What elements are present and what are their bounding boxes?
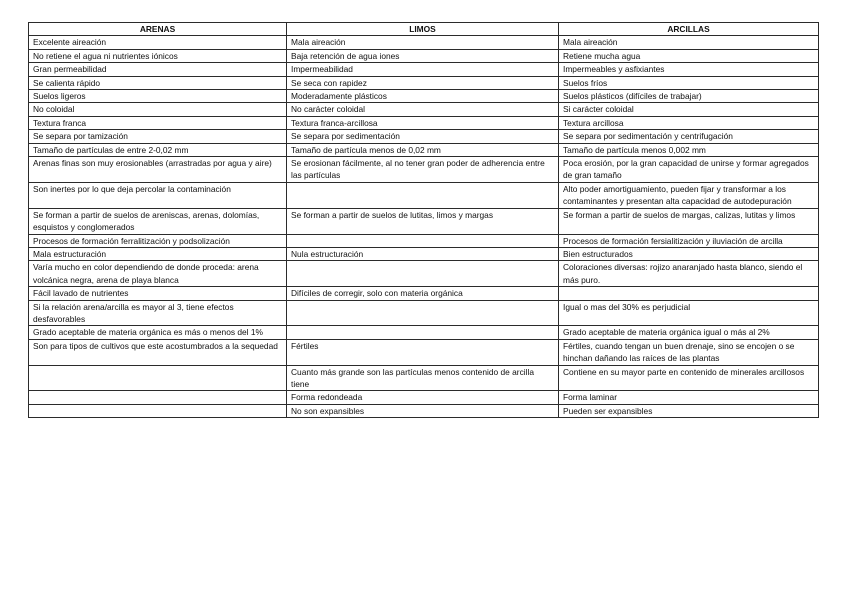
table-row	[29, 247, 819, 260]
table-row	[29, 208, 819, 234]
arcillas-cell: Si carácter coloidal	[559, 103, 819, 116]
arenas-cell: Suelos ligeros	[29, 90, 287, 103]
arcillas-cell: Se separa por sedimentación y centrifugación	[559, 130, 819, 143]
arenas-cell: No coloidal	[29, 103, 287, 116]
table-row	[29, 391, 819, 404]
limos-cell: Moderadamente plásticos	[287, 90, 559, 103]
arenas-cell: Son inertes por lo que deja percolar la contaminación	[29, 182, 287, 208]
arcillas-cell: Pueden ser expansibles	[559, 404, 819, 417]
table-row	[29, 90, 819, 103]
table-row	[29, 49, 819, 62]
limos-cell: Nula estructuración	[287, 247, 559, 260]
arcillas-cell	[559, 287, 819, 300]
arenas-cell: Procesos de formación ferralitización y podsolización	[29, 234, 287, 247]
limos-cell: Textura franca-arcillosa	[287, 116, 559, 129]
table-header	[29, 23, 819, 36]
soil-comparison-table	[28, 22, 819, 418]
table-row	[29, 116, 819, 129]
header-row	[29, 23, 819, 36]
limos-cell: No carácter coloidal	[287, 103, 559, 116]
arcillas-cell: Bien estructurados	[559, 247, 819, 260]
arenas-cell: Textura franca	[29, 116, 287, 129]
arenas-cell	[29, 365, 287, 391]
limos-cell: Mala aireación	[287, 36, 559, 49]
arenas-cell: Tamaño de partículas de entre 2-0,02 mm	[29, 143, 287, 156]
table-row	[29, 326, 819, 339]
limos-cell: Se erosionan fácilmente, al no tener gran poder de adherencia entre las partículas	[287, 157, 559, 183]
limos-cell: Se separa por sedimentación	[287, 130, 559, 143]
table-row	[29, 339, 819, 365]
table-row	[29, 130, 819, 143]
header-arenas: ARENAS	[29, 23, 287, 36]
limos-cell	[287, 182, 559, 208]
arenas-cell: Arenas finas son muy erosionables (arrastradas por agua y aire)	[29, 157, 287, 183]
limos-cell	[287, 234, 559, 247]
table-row	[29, 234, 819, 247]
table-row	[29, 261, 819, 287]
arcillas-cell: Coloraciones diversas: rojizo anaranjado hasta blanco, siendo el más puro.	[559, 261, 819, 287]
arcillas-cell: Poca erosión, por la gran capacidad de unirse y formar agregados de gran tamaño	[559, 157, 819, 183]
limos-cell	[287, 326, 559, 339]
limos-cell	[287, 300, 559, 326]
arenas-cell: Excelente aireación	[29, 36, 287, 49]
table-row	[29, 36, 819, 49]
arcillas-cell: Tamaño de partícula menos 0,002 mm	[559, 143, 819, 156]
table-row	[29, 404, 819, 417]
arcillas-cell: Se forman a partir de suelos de margas, calizas, lutitas y limos	[559, 208, 819, 234]
limos-cell: Forma redondeada	[287, 391, 559, 404]
arcillas-cell: Contiene en su mayor parte en contenido de minerales arcillosos	[559, 365, 819, 391]
header-arcillas: ARCILLAS	[559, 23, 819, 36]
arcillas-cell: Impermeables y asfixiantes	[559, 63, 819, 76]
arcillas-cell: Suelos fríos	[559, 76, 819, 89]
arenas-cell: Grado aceptable de materia orgánica es más o menos del 1%	[29, 326, 287, 339]
arenas-cell: Varía mucho en color dependiendo de donde proceda: arena volcánica negra, arena de playa blanca	[29, 261, 287, 287]
table-row	[29, 103, 819, 116]
arcillas-cell: Grado aceptable de materia orgánica igual o más al 2%	[559, 326, 819, 339]
arenas-cell: Se calienta rápido	[29, 76, 287, 89]
arenas-cell	[29, 404, 287, 417]
table-row	[29, 182, 819, 208]
arcillas-cell: Procesos de formación fersialitización y iluviación de arcilla	[559, 234, 819, 247]
table-row	[29, 76, 819, 89]
arenas-cell: Fácil lavado de nutrientes	[29, 287, 287, 300]
arenas-cell: Se separa por tamización	[29, 130, 287, 143]
arenas-cell: Mala estructuración	[29, 247, 287, 260]
table-row	[29, 63, 819, 76]
arcillas-cell: Textura arcillosa	[559, 116, 819, 129]
limos-cell: Se forman a partir de suelos de lutitas, limos y margas	[287, 208, 559, 234]
arcillas-cell: Fértiles, cuando tengan un buen drenaje, sino se encojen o se hinchan dañando las raíces de las plantas	[559, 339, 819, 365]
arenas-cell: Se forman a partir de suelos de areniscas, arenas, dolomías, esquistos y conglomerados	[29, 208, 287, 234]
table-row	[29, 157, 819, 183]
arcillas-cell: Retiene mucha agua	[559, 49, 819, 62]
limos-cell: Fértiles	[287, 339, 559, 365]
arcillas-cell: Mala aireación	[559, 36, 819, 49]
limos-cell: Cuanto más grande son las partículas menos contenido de arcilla tiene	[287, 365, 559, 391]
arenas-cell: Gran permeabilidad	[29, 63, 287, 76]
document-page	[28, 22, 818, 418]
arcillas-cell: Alto poder amortiguamiento, pueden fijar y transformar a los contaminantes y presentan alta capacidad de autodepuración	[559, 182, 819, 208]
arcillas-cell: Forma laminar	[559, 391, 819, 404]
limos-cell: Se seca con rapidez	[287, 76, 559, 89]
limos-cell: Impermeabilidad	[287, 63, 559, 76]
limos-cell: Baja retención de agua iones	[287, 49, 559, 62]
table-body	[29, 36, 819, 418]
arenas-cell: No retiene el agua ni nutrientes iónicos	[29, 49, 287, 62]
limos-cell	[287, 261, 559, 287]
arenas-cell: Son para tipos de cultivos que este acostumbrados a la sequedad	[29, 339, 287, 365]
table-row	[29, 365, 819, 391]
arcillas-cell: Igual o mas del 30% es perjudicial	[559, 300, 819, 326]
limos-cell: No son expansibles	[287, 404, 559, 417]
limos-cell: Tamaño de partícula menos de 0,02 mm	[287, 143, 559, 156]
arcillas-cell: Suelos plásticos (difíciles de trabajar)	[559, 90, 819, 103]
header-limos: LIMOS	[287, 23, 559, 36]
table-row	[29, 300, 819, 326]
limos-cell: Difíciles de corregir, solo con materia orgánica	[287, 287, 559, 300]
table-row	[29, 287, 819, 300]
table-row	[29, 143, 819, 156]
arenas-cell: Si la relación arena/arcilla es mayor al 3, tiene efectos desfavorables	[29, 300, 287, 326]
arenas-cell	[29, 391, 287, 404]
